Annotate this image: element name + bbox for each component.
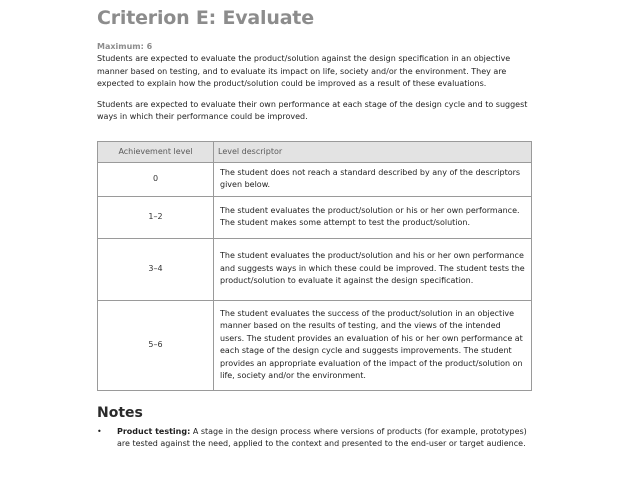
page-title: Criterion E: Evaluate — [97, 7, 314, 29]
level-descriptor-cell: The student evaluates the product/solution or his or her own performance. The student makes some attempt to test the product/solution. — [214, 196, 532, 238]
column-header-level: Achievement level — [98, 141, 214, 162]
table-header-row — [98, 141, 532, 162]
table-row — [98, 300, 532, 390]
maximum-score: Maximum: 6 — [97, 42, 153, 51]
table-row — [98, 162, 532, 196]
rubric-table — [97, 141, 532, 391]
column-header-descriptor: Level descriptor — [214, 141, 532, 162]
table-row — [98, 196, 532, 238]
note-term: Product testing: — [117, 426, 191, 436]
bullet-icon: • — [97, 426, 102, 436]
criterion-page — [97, 6, 537, 451]
notes-heading: Notes — [97, 404, 143, 421]
achievement-level-cell: 5–6 — [98, 300, 214, 390]
note-item — [97, 426, 537, 451]
achievement-level-cell: 0 — [98, 162, 214, 196]
level-descriptor-cell: The student evaluates the product/solution and his or her own performance and suggests ways in which these could be improved. The student tests the product/solution to evaluate it against the design specification. — [214, 238, 532, 300]
level-descriptor-cell: The student evaluates the success of the product/solution in an objective manner based on the results of testing, and the views of the intended users. The student provides an evaluation of his or her own performance at each stage of the design cycle and suggests improvements. The student provides an appropriate evaluation of the impact of the product/solution on life, society and/or the environment. — [214, 300, 532, 390]
intro-paragraph-1: Students are expected to evaluate the product/solution against the design specification in an objective manner based on testing, and to evaluate its impact on life, society and/or the environment. They are expected to explain how the product/solution could be improved as a result of these evaluations. — [97, 54, 511, 88]
table-row — [98, 238, 532, 300]
intro-paragraph-2: Students are expected to evaluate their own performance at each stage of the design cycle and to suggest ways in which their performance could be improved. — [97, 99, 528, 121]
note-text: A stage in the design process where versions of products (for example, prototypes) are tested against the need, applied to the context and presented to the end-user or target audience. — [117, 426, 527, 448]
achievement-level-cell: 3–4 — [98, 238, 214, 300]
achievement-level-cell: 1–2 — [98, 196, 214, 238]
level-descriptor-cell: The student does not reach a standard described by any of the descriptors given below. — [214, 162, 532, 196]
